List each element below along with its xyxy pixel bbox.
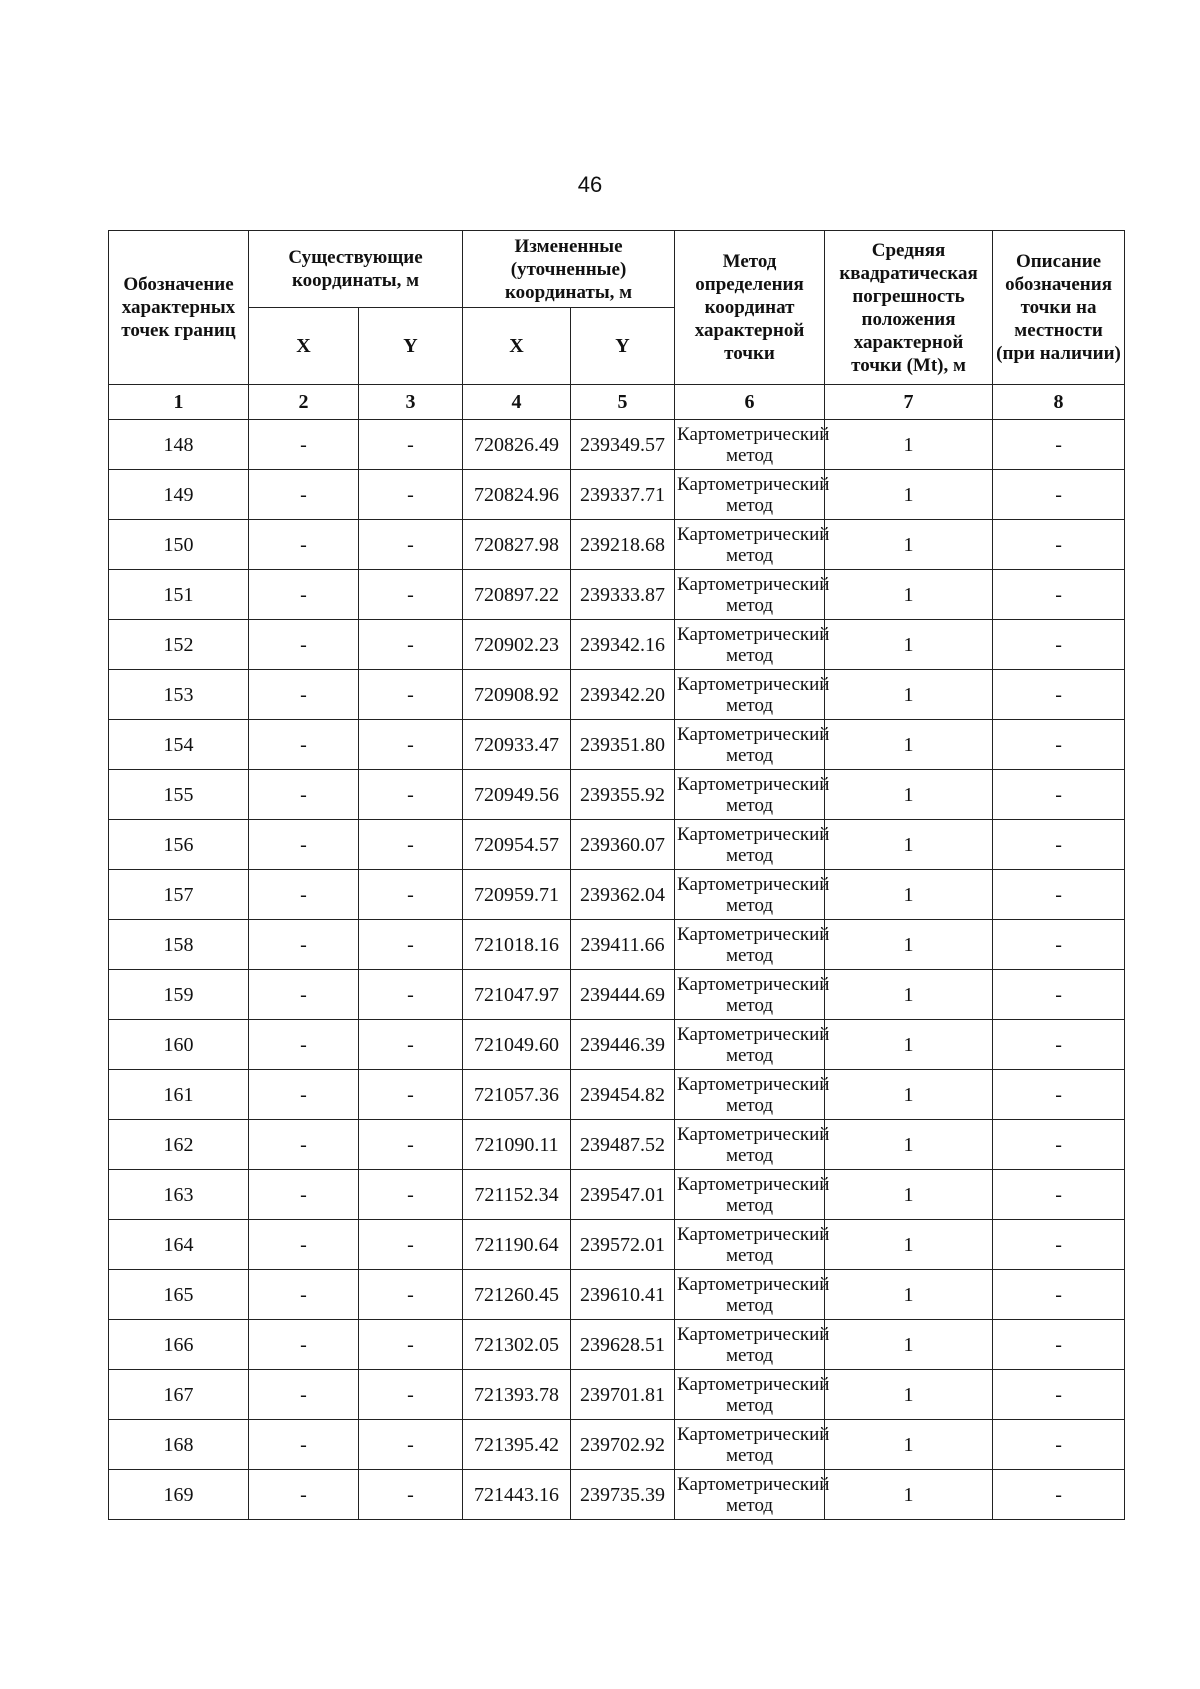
description-cell: - (993, 820, 1125, 870)
description-cell: - (993, 620, 1125, 670)
table-row (109, 1420, 1125, 1470)
existing-x-cell: - (249, 870, 359, 920)
changed-y-cell: 239411.66 (571, 920, 675, 970)
table-row (109, 720, 1125, 770)
point-designation-cell: 150 (109, 520, 249, 570)
changed-x-cell: 721057.36 (463, 1070, 571, 1120)
table-row (109, 570, 1125, 620)
description-cell: - (993, 770, 1125, 820)
changed-x-cell: 720827.98 (463, 520, 571, 570)
point-designation-cell: 149 (109, 470, 249, 520)
method-cell: Картометрический метод (675, 720, 825, 770)
description-cell: - (993, 870, 1125, 920)
changed-x-cell: 721443.16 (463, 1470, 571, 1520)
mean-error-cell: 1 (825, 1320, 993, 1370)
changed-x-cell: 721395.42 (463, 1420, 571, 1470)
table-row (109, 420, 1125, 470)
header-description: Описание обозначения точки на местности (при наличии) (993, 231, 1125, 385)
description-cell: - (993, 570, 1125, 620)
mean-error-cell: 1 (825, 1170, 993, 1220)
changed-y-cell: 239342.16 (571, 620, 675, 670)
method-cell: Картометрический метод (675, 620, 825, 670)
table-row (109, 770, 1125, 820)
mean-error-cell: 1 (825, 920, 993, 970)
existing-y-cell: - (359, 820, 463, 870)
table-row (109, 1470, 1125, 1520)
description-cell: - (993, 1120, 1125, 1170)
table-body (109, 420, 1125, 1520)
column-number: 8 (993, 385, 1125, 420)
mean-error-cell: 1 (825, 1220, 993, 1270)
existing-x-cell: - (249, 1120, 359, 1170)
changed-y-cell: 239547.01 (571, 1170, 675, 1220)
table-row (109, 870, 1125, 920)
mean-error-cell: 1 (825, 1370, 993, 1420)
changed-x-cell: 721049.60 (463, 1020, 571, 1070)
existing-x-cell: - (249, 1170, 359, 1220)
point-designation-cell: 158 (109, 920, 249, 970)
point-designation-cell: 153 (109, 670, 249, 720)
changed-y-cell: 239351.80 (571, 720, 675, 770)
existing-x-cell: - (249, 720, 359, 770)
existing-x-cell: - (249, 1320, 359, 1370)
changed-x-cell: 720949.56 (463, 770, 571, 820)
method-cell: Картометрический метод (675, 1420, 825, 1470)
description-cell: - (993, 1370, 1125, 1420)
point-designation-cell: 148 (109, 420, 249, 470)
coordinates-table (108, 230, 1125, 1520)
column-number: 2 (249, 385, 359, 420)
point-designation-cell: 164 (109, 1220, 249, 1270)
existing-y-cell: - (359, 1070, 463, 1120)
changed-x-cell: 720933.47 (463, 720, 571, 770)
existing-x-cell: - (249, 1020, 359, 1070)
changed-x-cell: 721090.11 (463, 1120, 571, 1170)
description-cell: - (993, 720, 1125, 770)
mean-error-cell: 1 (825, 420, 993, 470)
point-designation-cell: 167 (109, 1370, 249, 1420)
description-cell: - (993, 1170, 1125, 1220)
mean-error-cell: 1 (825, 570, 993, 620)
table-row (109, 1120, 1125, 1170)
existing-y-cell: - (359, 970, 463, 1020)
description-cell: - (993, 1270, 1125, 1320)
mean-error-cell: 1 (825, 1420, 993, 1470)
existing-x-cell: - (249, 420, 359, 470)
mean-error-cell: 1 (825, 470, 993, 520)
existing-y-cell: - (359, 770, 463, 820)
method-cell: Картометрический метод (675, 970, 825, 1020)
description-cell: - (993, 970, 1125, 1020)
method-cell: Картометрический метод (675, 820, 825, 870)
mean-error-cell: 1 (825, 1020, 993, 1070)
table-row (109, 820, 1125, 870)
mean-error-cell: 1 (825, 1070, 993, 1120)
changed-x-cell: 720959.71 (463, 870, 571, 920)
point-designation-cell: 156 (109, 820, 249, 870)
changed-x-cell: 720902.23 (463, 620, 571, 670)
existing-y-cell: - (359, 920, 463, 970)
changed-x-cell: 721152.34 (463, 1170, 571, 1220)
description-cell: - (993, 1320, 1125, 1370)
existing-y-cell: - (359, 1320, 463, 1370)
changed-x-cell: 721393.78 (463, 1370, 571, 1420)
changed-y-cell: 239349.57 (571, 420, 675, 470)
description-cell: - (993, 420, 1125, 470)
mean-error-cell: 1 (825, 720, 993, 770)
method-cell: Картометрический метод (675, 1070, 825, 1120)
description-cell: - (993, 920, 1125, 970)
method-cell: Картометрический метод (675, 570, 825, 620)
description-cell: - (993, 670, 1125, 720)
method-cell: Картометрический метод (675, 1170, 825, 1220)
existing-y-cell: - (359, 670, 463, 720)
existing-y-cell: - (359, 1270, 463, 1320)
changed-x-cell: 721018.16 (463, 920, 571, 970)
method-cell: Картометрический метод (675, 770, 825, 820)
existing-y-cell: - (359, 1420, 463, 1470)
mean-error-cell: 1 (825, 970, 993, 1020)
description-cell: - (993, 520, 1125, 570)
point-designation-cell: 166 (109, 1320, 249, 1370)
table-row (109, 1070, 1125, 1120)
existing-y-cell: - (359, 1020, 463, 1070)
method-cell: Картометрический метод (675, 920, 825, 970)
method-cell: Картометрический метод (675, 670, 825, 720)
existing-y-cell: - (359, 870, 463, 920)
existing-y-cell: - (359, 420, 463, 470)
existing-y-cell: - (359, 1170, 463, 1220)
changed-y-cell: 239360.07 (571, 820, 675, 870)
mean-error-cell: 1 (825, 670, 993, 720)
changed-x-cell: 720908.92 (463, 670, 571, 720)
changed-x-cell: 721260.45 (463, 1270, 571, 1320)
changed-x-cell: 721190.64 (463, 1220, 571, 1270)
description-cell: - (993, 470, 1125, 520)
mean-error-cell: 1 (825, 1470, 993, 1520)
header-mean-error: Средняя квадратическая погрешность положения характерной точки (Mt), м (825, 231, 993, 385)
existing-y-cell: - (359, 620, 463, 670)
existing-x-cell: - (249, 570, 359, 620)
mean-error-cell: 1 (825, 770, 993, 820)
existing-x-cell: - (249, 670, 359, 720)
existing-y-cell: - (359, 520, 463, 570)
table-row (109, 970, 1125, 1020)
point-designation-cell: 159 (109, 970, 249, 1020)
changed-y-cell: 239610.41 (571, 1270, 675, 1320)
existing-x-cell: - (249, 770, 359, 820)
method-cell: Картометрический метод (675, 870, 825, 920)
mean-error-cell: 1 (825, 520, 993, 570)
point-designation-cell: 165 (109, 1270, 249, 1320)
table-row (109, 670, 1125, 720)
table-row (109, 1270, 1125, 1320)
existing-x-cell: - (249, 470, 359, 520)
existing-x-cell: - (249, 1420, 359, 1470)
point-designation-cell: 162 (109, 1120, 249, 1170)
column-number: 3 (359, 385, 463, 420)
description-cell: - (993, 1220, 1125, 1270)
existing-y-cell: - (359, 720, 463, 770)
changed-y-cell: 239446.39 (571, 1020, 675, 1070)
changed-y-cell: 239362.04 (571, 870, 675, 920)
point-designation-cell: 163 (109, 1170, 249, 1220)
mean-error-cell: 1 (825, 1270, 993, 1320)
column-number: 1 (109, 385, 249, 420)
point-designation-cell: 154 (109, 720, 249, 770)
existing-x-cell: - (249, 1270, 359, 1320)
table-row (109, 1020, 1125, 1070)
changed-x-cell: 721302.05 (463, 1320, 571, 1370)
changed-y-cell: 239444.69 (571, 970, 675, 1020)
changed-y-cell: 239218.68 (571, 520, 675, 570)
point-designation-cell: 151 (109, 570, 249, 620)
changed-y-cell: 239454.82 (571, 1070, 675, 1120)
column-number: 5 (571, 385, 675, 420)
table-row (109, 520, 1125, 570)
existing-y-cell: - (359, 1220, 463, 1270)
changed-y-cell: 239735.39 (571, 1470, 675, 1520)
method-cell: Картометрический метод (675, 1270, 825, 1320)
changed-y-cell: 239355.92 (571, 770, 675, 820)
changed-y-cell: 239333.87 (571, 570, 675, 620)
header-existing-coordinates: Существующие координаты, м (249, 231, 463, 308)
point-designation-cell: 157 (109, 870, 249, 920)
method-cell: Картометрический метод (675, 1370, 825, 1420)
existing-x-cell: - (249, 970, 359, 1020)
description-cell: - (993, 1470, 1125, 1520)
changed-y-cell: 239702.92 (571, 1420, 675, 1470)
point-designation-cell: 152 (109, 620, 249, 670)
header-changed-x: X (463, 308, 571, 385)
table-row (109, 920, 1125, 970)
existing-y-cell: - (359, 470, 463, 520)
column-number: 4 (463, 385, 571, 420)
method-cell: Картометрический метод (675, 1020, 825, 1070)
existing-y-cell: - (359, 1370, 463, 1420)
point-designation-cell: 168 (109, 1420, 249, 1470)
header-changed-coordinates: Измененные (уточненные) координаты, м (463, 231, 675, 308)
header-changed-y: Y (571, 308, 675, 385)
header-existing-y: Y (359, 308, 463, 385)
existing-x-cell: - (249, 820, 359, 870)
existing-x-cell: - (249, 620, 359, 670)
method-cell: Картометрический метод (675, 1470, 825, 1520)
table-row (109, 1320, 1125, 1370)
table-row (109, 620, 1125, 670)
existing-x-cell: - (249, 1220, 359, 1270)
description-cell: - (993, 1420, 1125, 1470)
page-number: 46 (577, 172, 603, 197)
existing-x-cell: - (249, 1370, 359, 1420)
method-cell: Картометрический метод (675, 1320, 825, 1370)
changed-x-cell: 720897.22 (463, 570, 571, 620)
method-cell: Картометрический метод (675, 1220, 825, 1270)
method-cell: Картометрический метод (675, 520, 825, 570)
existing-y-cell: - (359, 570, 463, 620)
changed-x-cell: 720824.96 (463, 470, 571, 520)
header-method: Метод определения координат характерной точки (675, 231, 825, 385)
description-cell: - (993, 1070, 1125, 1120)
changed-x-cell: 720826.49 (463, 420, 571, 470)
column-number: 6 (675, 385, 825, 420)
method-cell: Картометрический метод (675, 420, 825, 470)
mean-error-cell: 1 (825, 620, 993, 670)
existing-x-cell: - (249, 1470, 359, 1520)
header-existing-x: X (249, 308, 359, 385)
existing-y-cell: - (359, 1470, 463, 1520)
existing-x-cell: - (249, 1070, 359, 1120)
existing-y-cell: - (359, 1120, 463, 1170)
changed-y-cell: 239572.01 (571, 1220, 675, 1270)
existing-x-cell: - (249, 920, 359, 970)
mean-error-cell: 1 (825, 870, 993, 920)
column-number: 7 (825, 385, 993, 420)
table-row (109, 1220, 1125, 1270)
table-row (109, 470, 1125, 520)
point-designation-cell: 161 (109, 1070, 249, 1120)
method-cell: Картометрический метод (675, 470, 825, 520)
table-row (109, 1170, 1125, 1220)
description-cell: - (993, 1020, 1125, 1070)
mean-error-cell: 1 (825, 1120, 993, 1170)
changed-y-cell: 239487.52 (571, 1120, 675, 1170)
header-designation: Обозначение характерных точек границ (109, 231, 249, 385)
existing-x-cell: - (249, 520, 359, 570)
changed-x-cell: 721047.97 (463, 970, 571, 1020)
changed-y-cell: 239701.81 (571, 1370, 675, 1420)
method-cell: Картометрический метод (675, 1120, 825, 1170)
point-designation-cell: 160 (109, 1020, 249, 1070)
table-row (109, 1370, 1125, 1420)
point-designation-cell: 155 (109, 770, 249, 820)
point-designation-cell: 169 (109, 1470, 249, 1520)
changed-y-cell: 239342.20 (571, 670, 675, 720)
changed-x-cell: 720954.57 (463, 820, 571, 870)
changed-y-cell: 239337.71 (571, 470, 675, 520)
mean-error-cell: 1 (825, 820, 993, 870)
changed-y-cell: 239628.51 (571, 1320, 675, 1370)
